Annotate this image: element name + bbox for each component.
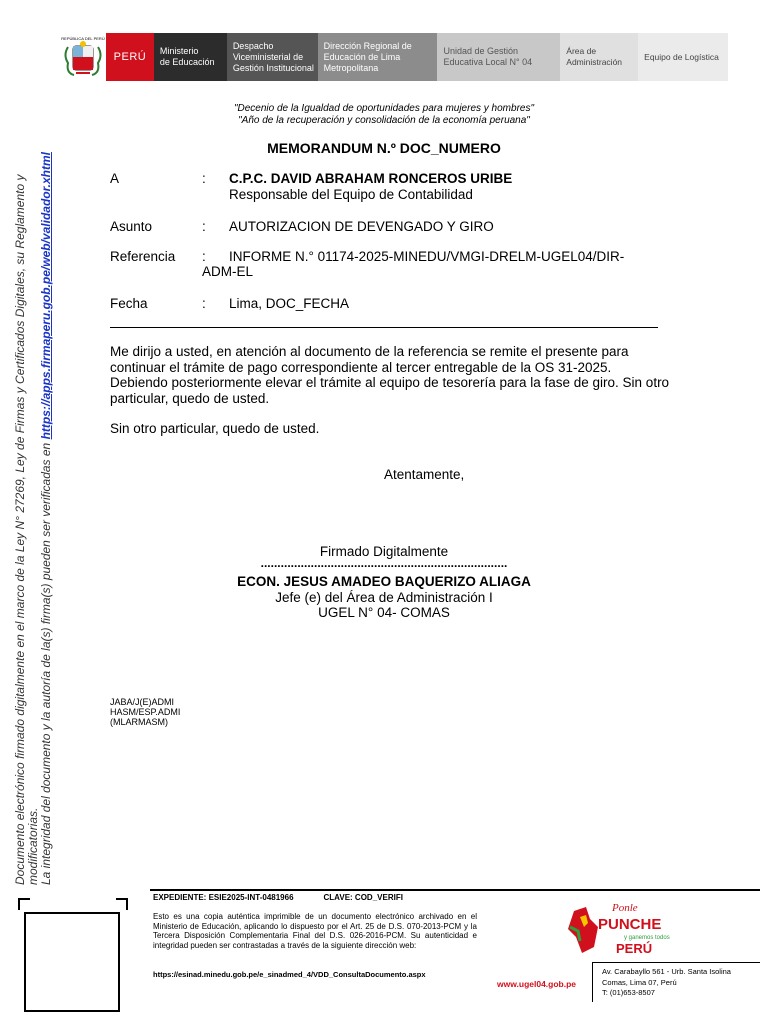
punche-text: PUNCHE: [598, 916, 662, 933]
header-ugel: Unidad de Gestión Educativa Local N° 04: [437, 33, 560, 81]
referencia-value-line2: ADM-EL: [202, 264, 254, 279]
row-a: [110, 171, 658, 205]
asunto-colon: :: [202, 219, 206, 234]
atentamente: Atentamente,: [384, 467, 465, 482]
a-colon: :: [202, 171, 206, 186]
body-paragraph: Me dirijo a usted, en atención al documento de la referencia se remite el presente para continuar el trámite de pago correspondiente al tercer entregable de la OS 31-2025. Debiendo posteriormente elevar el trámite al equipo de tesorería para la fase de giro. Sin otro particular, quedo de usted.: [110, 344, 670, 406]
header-ministerio: Ministerio de Educación: [154, 33, 227, 81]
decenio-text: [0, 103, 768, 127]
header-direccion-regional: Dirección Regional de Educación de Lima Metropolitana: [318, 33, 438, 81]
fecha-colon: :: [202, 296, 206, 311]
signer-role: Jefe (e) del Área de Administración I: [275, 590, 493, 605]
initials-line-3: (MLARMASM): [110, 717, 168, 727]
escudo-label: REPÚBLICA DEL PERÚ: [61, 36, 105, 41]
side-line-2-prefix: La integridad del documento y la autoría de la(s) firma(s) pueden ser verificadas en: [39, 439, 53, 885]
firmado-digitalmente: Firmado Digitalmente: [319, 544, 449, 559]
side-line-1: Documento electrónico firmado digitalmente en el marco de la Ley N° 27269, Ley de Firmas y Certificados Digitales, su Reglamento y modificatorias.: [13, 174, 40, 885]
signature-dots: ..........................................................................: [260, 556, 508, 570]
header-area: Área de Administración: [560, 33, 638, 81]
address-block: [602, 967, 731, 999]
signer-name: ECON. JESUS AMADEO BAQUERIZO ALIAGA: [237, 574, 531, 589]
qr-code-frame: [18, 898, 128, 1016]
a-role: Responsable del Equipo de Contabilidad: [229, 187, 473, 202]
signer-unit: UGEL N° 04- COMAS: [318, 605, 450, 620]
fecha-value: Lima, DOC_FECHA: [229, 296, 350, 311]
referencia-value-line1: INFORME N.° 01174-2025-MINEDU/VMGI-DRELM-UGEL04/DIR-: [229, 249, 625, 264]
ganemos-text: y ganemos todos: [624, 935, 670, 941]
referencia-colon: :: [202, 249, 206, 264]
consulta-url[interactable]: https://esinad.minedu.gob.pe/e_sinadmed_4/VDD_ConsultaDocumento.aspx: [153, 970, 426, 979]
ugel-website[interactable]: www.ugel04.gob.pe: [497, 979, 577, 989]
row-fecha: [110, 296, 658, 312]
address-top-line: [592, 962, 760, 963]
referencia-label: Referencia: [110, 249, 176, 264]
ponle-text: Ponle: [612, 902, 638, 914]
validador-link[interactable]: https://apps.firmaperu.gob.pe/web/validador.xhtml: [39, 152, 53, 440]
asunto-value: AUTORIZACION DE DEVENGADO Y GIRO: [229, 219, 494, 234]
copia-autentica-text: Esto es una copia auténtica imprimible de un documento electrónico archivado en el Ministerio de Educación, aplicando lo dispuesto por el Art. 25 de D.S. 070-2013-PCM y la Tercera Disposición Complementaria Final del D.S. 026-2016-PCM. Su autenticidad e integridad pueden ser contrastadas a través de la siguiente dirección web:: [153, 912, 477, 950]
qr-code-box: [24, 912, 120, 1012]
address-line-1: Av. Carabayllo 561 - Urb. Santa Isolina: [602, 967, 731, 976]
memo-title: MEMORANDUM N.º DOC_NUMERO: [267, 140, 501, 156]
coat-of-arms-icon: [60, 33, 106, 81]
decenio-line-2: "Año de la recuperación y consolidación de la economía peruana": [238, 115, 530, 126]
footer-line: [150, 889, 760, 891]
separator-line: [110, 327, 658, 328]
row-asunto: [110, 219, 658, 235]
initials: [110, 697, 180, 727]
side-legal-text: [14, 125, 53, 885]
a-label: A: [110, 171, 120, 186]
expediente: EXPEDIENTE: ESIE2025-INT-0481966: [153, 893, 294, 902]
address-separator: [592, 962, 593, 1002]
initials-line-1: JABA/J(E)ADMI: [110, 697, 175, 707]
header-despacho: Despacho Viceministerial de Gestión Institucional: [227, 33, 318, 81]
asunto-label: Asunto: [110, 219, 153, 234]
peru-label: PERÚ: [106, 33, 154, 81]
expediente-line: [153, 893, 433, 902]
peru-logo-text: PERÚ: [616, 941, 653, 956]
side-line-2: [40, 125, 53, 885]
fecha-label: Fecha: [110, 296, 148, 311]
institutional-header: [60, 33, 728, 81]
ponle-punche-logo: [560, 897, 672, 963]
decenio-line-1: "Decenio de la Igualdad de oportunidades para mujeres y hombres": [233, 103, 535, 114]
a-name: C.P.C. DAVID ABRAHAM RONCEROS URIBE: [229, 171, 513, 186]
row-referencia: [110, 249, 670, 281]
clave: CLAVE: COD_VERIFI: [323, 893, 403, 902]
address-line-2: Comas, Lima 07, Perú: [602, 977, 677, 987]
body-closing: Sin otro particular, quedo de usted.: [110, 421, 320, 436]
header-equipo: Equipo de Logística: [638, 33, 728, 81]
initials-line-2: HASM/ESP.ADMI: [110, 707, 181, 717]
address-phone: T: (01)653-8507: [602, 988, 655, 997]
